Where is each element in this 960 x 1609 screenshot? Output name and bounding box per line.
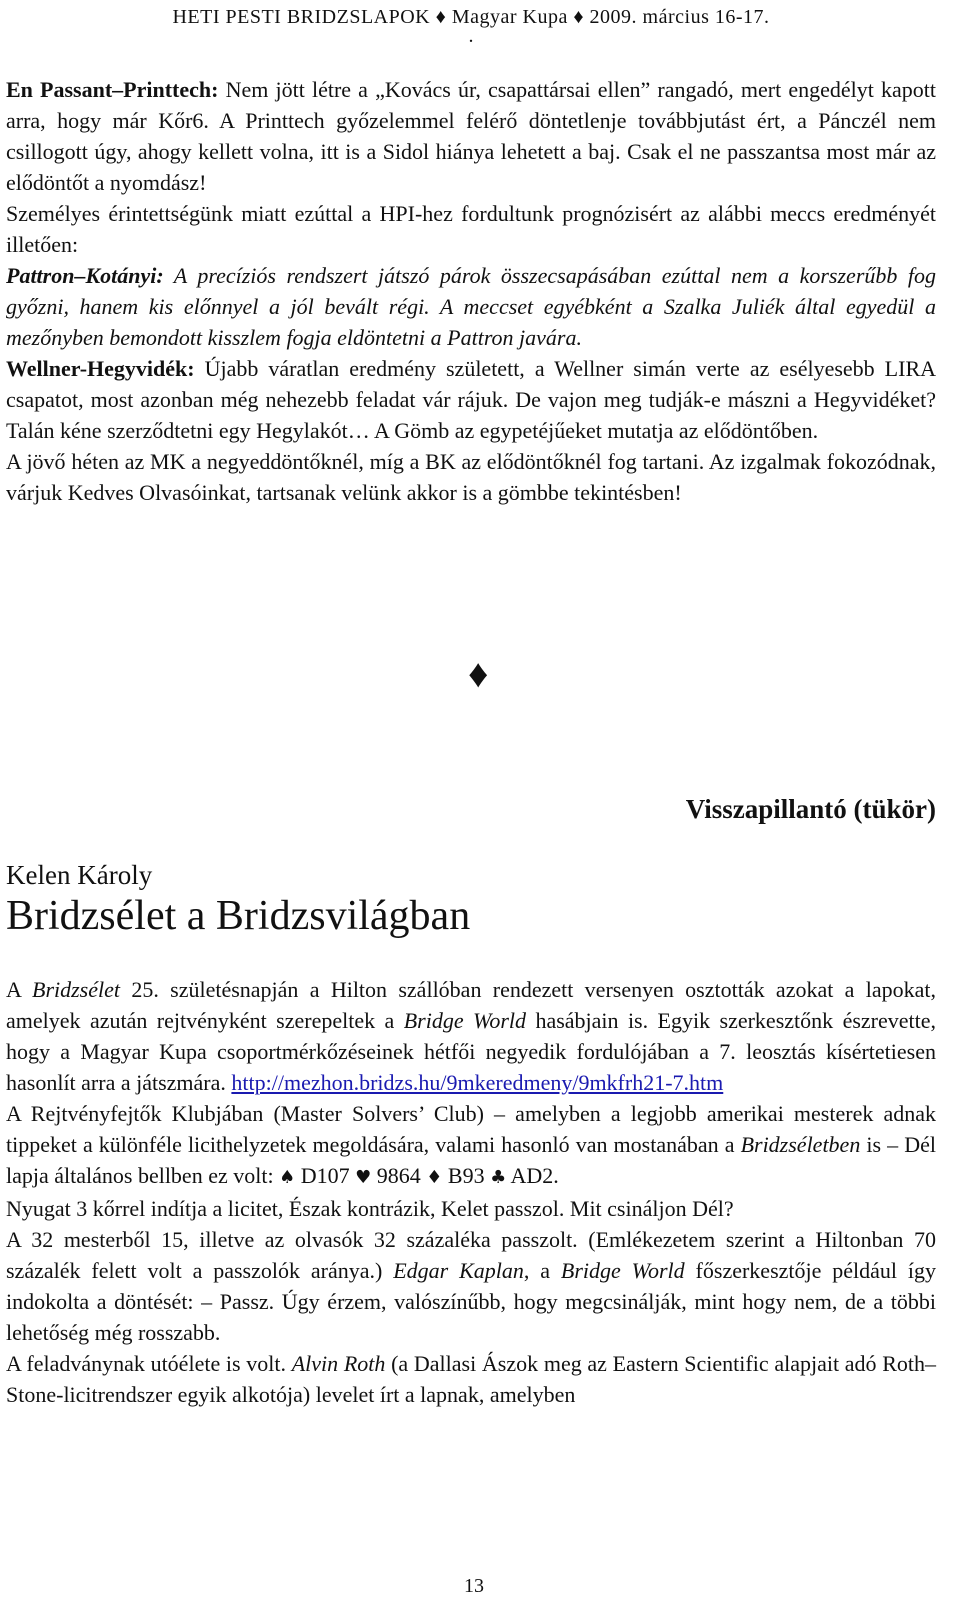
diamond-icon: ♦ [426, 1167, 443, 1188]
paragraph-wellner [6, 353, 936, 446]
article-paragraph-3: Nyugat 3 kőrrel indítja a licitet, Észak kontrázik, Kelet passzol. Mit csináljon Dél? [6, 1196, 734, 1221]
page-number: 13 [464, 1575, 484, 1597]
page [6, 0, 937, 1597]
article-title: Bridzsélet a Bridzsvilágban [6, 893, 471, 939]
club-holding: AD2. [506, 1163, 559, 1188]
results-link[interactable]: http://mezhon.bridzs.hu/9mkeredmeny/9mkfrh21-7.htm [231, 1070, 724, 1095]
text: A feladványnak utóélete is volt. [6, 1351, 292, 1376]
article-author: Kelen Károly [6, 860, 153, 890]
article-body [6, 974, 936, 1410]
club-icon: ♣ [490, 1167, 507, 1188]
text: (a Dallasi Ászok meg az Eastern Scientific alapjait adó Roth–Stone-licitrendszer egyik alkotója) levelet írt a lapnak, amelyben [6, 1351, 937, 1407]
match-name: Pattron–Kotányi: [6, 263, 164, 288]
match-name: Wellner-Hegyvidék: [6, 356, 195, 381]
text: hasábjain is. Egyik szerkesztőnk észrevette, hogy a Magyar Kupa csoportmérkőzéseinek hétfői negyedik fordulójában a 7. leosztás kísértetiesen hasonlít arra a játszmára. [6, 1008, 936, 1095]
paragraph-en-passant [6, 74, 936, 198]
heart-holding: 9864 [371, 1163, 427, 1188]
magazine-name: Bridge World [403, 1008, 527, 1033]
text: , a [523, 1258, 561, 1283]
match-name: En Passant–Printtech: [6, 77, 219, 102]
person-name: Alvin Roth [291, 1351, 386, 1376]
spade-holding: D107 [295, 1163, 356, 1188]
text: is – Dél lapja általános bellben ez volt: [6, 1132, 936, 1188]
article-paragraph-2 [6, 1098, 936, 1193]
text: főszerkesztője például így indokolta a döntését: – Passz. Úgy érzem, valószínűbb, hogy megcsinálják, mint hogy nem, de a többi lehetőség még rosszabb. [6, 1258, 937, 1345]
column-text [6, 74, 936, 508]
diamond-holding: B93 [442, 1163, 491, 1188]
person-name: Edgar Kaplan [393, 1258, 524, 1283]
text: A Rejtvényfejtők Klubjában (Master Solvers’ Club) – amelyben a legjobb amerikai mesterek adnak tippeket a különféle licithelyzetek megoldására, valami hasonló van mostanában a [6, 1101, 936, 1157]
header-dot: . [468, 25, 474, 47]
article-paragraph-5 [6, 1348, 936, 1410]
text: A [6, 977, 32, 1002]
article-paragraph-4 [6, 1224, 936, 1348]
heart-icon: ♥ [355, 1167, 372, 1188]
paragraph-next-week: A jövő héten az MK a negyeddöntőknél, míg a BK az elődöntőknél fog tartani. Az izgalmak fokozódnak, várjuk Kedves Olvasóinkat, tartsanak velünk akkor is a gömbbe tekintésben! [6, 449, 936, 505]
spade-icon: ♠ [279, 1167, 296, 1188]
diamond-ornament-icon: ♦ [468, 651, 489, 696]
paragraph-pattron [6, 260, 936, 353]
section-title: Visszapillantó (tükör) [685, 794, 936, 824]
paragraph-intro-prognosis: Személyes érintettségünk miatt ezúttal a HPI-hez fordultunk prognózisért az alábbi meccs eredményét illetően: [6, 201, 936, 257]
magazine-name: Bridzsélet [32, 977, 120, 1002]
text: 25. születésnapján a Hilton szállóban rendezett versenyen osztották azokat a lapokat, amelyek azután rejtvényként szerepeltek a [6, 977, 936, 1033]
magazine-name: Bridge World [560, 1258, 685, 1283]
article-paragraph-1 [6, 974, 936, 1098]
paragraph-text: Nem jött létre a „Kovács úr, csapattársai ellen” rangadó, mert engedélyt kapott arra, hogy már Kőr6. A Printtech győzelemmel felérő döntetlenje továbbjutást ért, a Pánczél nem csillogott úgy, ahogy kellett volna, itt is a Sidol hiánya lehetett a baj. Csak el ne passzantsa most már az elődöntőt a nyomdász! [6, 77, 936, 195]
text: A 32 mesterből 15, illetve az olvasók 32 százaléka passzolt. (Emlékezetem szerint a Hiltonban 70 százalék felett volt a passzolók aránya.) [6, 1227, 936, 1283]
magazine-name: Bridzséletben [740, 1132, 861, 1157]
running-head: HETI PESTI BRIDZSLAPOK ♦ Magyar Kupa ♦ 2009. március 16-17. [172, 6, 770, 28]
paragraph-text: Újabb váratlan eredmény született, a Wellner simán verte az esélyesebb LIRA csapatot, most azonban még nehezebb feladat vár rájuk. De vajon meg tudják-e mászni a Hegyvidéket? Talán kéne szerződtetni egy Hegylakót… A Gömb az egypetéjűeket mutatja az elődöntőben. [6, 356, 936, 443]
paragraph-text: A precíziós rendszert játszó párok összecsapásában ezúttal nem a korszerűbb fog győzni, hanem kis előnnyel a jól bevált régi. A meccset egyébként a Szalka Juliék által egyedül a mezőnyben bemondott kisszlem fogja eldöntetni a Pattron javára. [6, 263, 936, 350]
